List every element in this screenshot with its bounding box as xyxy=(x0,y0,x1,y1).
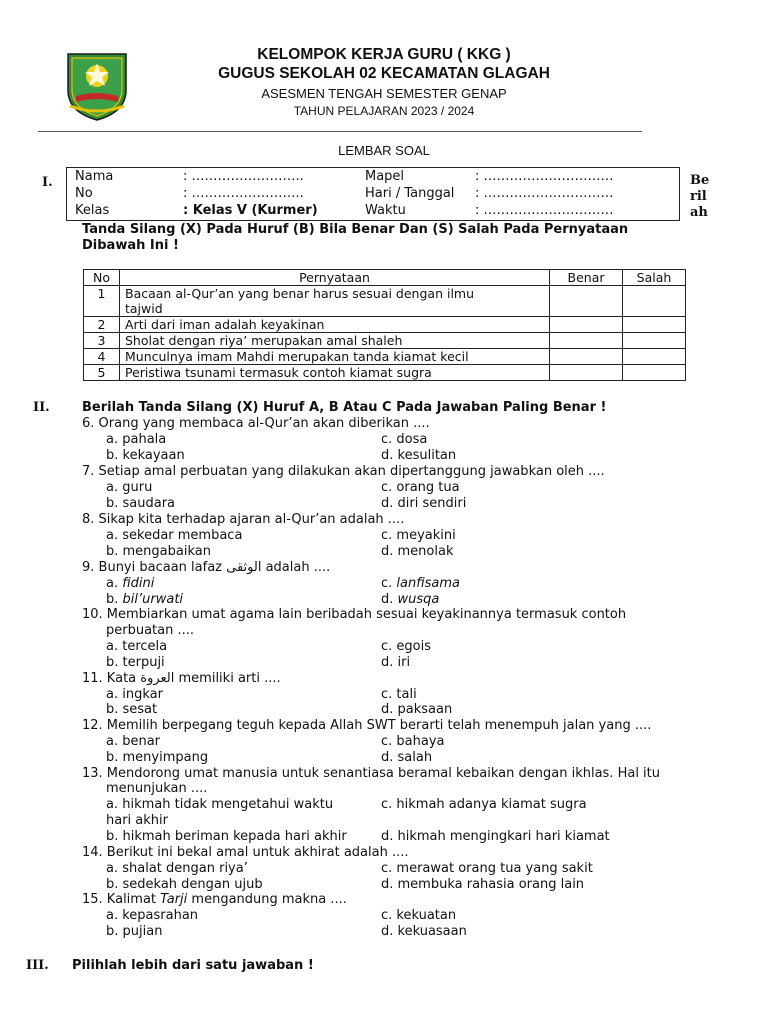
option-a[interactable]: a. sekedar membaca xyxy=(106,528,243,543)
option-a[interactable]: a. pahala xyxy=(106,432,167,447)
question-11 xyxy=(82,671,281,687)
header-line-4: TAHUN PELAJARAN 2023 / 2024 xyxy=(293,104,475,118)
row-statement: Arti dari iman adalah keyakinan xyxy=(120,317,550,333)
side-note-line: ah xyxy=(690,205,708,220)
option-a[interactable]: a. kepasrahan xyxy=(106,908,199,923)
benar-cell[interactable] xyxy=(550,286,623,317)
side-note-line: Be xyxy=(690,173,710,188)
school-emblem-logo xyxy=(62,50,132,122)
option-b[interactable]: b. kekayaan xyxy=(106,448,185,463)
option-b[interactable]: b. hikmah beriman kepada hari akhir xyxy=(106,829,347,844)
question-9 xyxy=(82,560,330,576)
option-text: fidini xyxy=(122,576,155,591)
option-c[interactable]: c. dosa xyxy=(381,432,428,447)
hari-tanggal-label: Hari / Tanggal xyxy=(365,186,455,201)
cut-off-side-note xyxy=(690,173,709,221)
side-note-line: ril xyxy=(690,189,707,204)
option-letter: a. xyxy=(106,576,123,591)
row-number: 3 xyxy=(84,333,120,349)
option-a[interactable]: a. hikmah tidak mengetahui waktu xyxy=(106,797,334,812)
italic-term: Tarji xyxy=(160,892,188,907)
option-a[interactable]: a. shalat dengan riya’ xyxy=(106,861,248,876)
option-c[interactable]: c. meyakini xyxy=(381,528,456,543)
kelas-label: Kelas xyxy=(75,203,110,218)
option-d[interactable]: d. membuka rahasia orang lain xyxy=(381,877,585,892)
row-number: 4 xyxy=(84,349,120,365)
arabic-word: الوثقى xyxy=(226,560,262,575)
question-15 xyxy=(82,892,347,908)
option-text: wusqa xyxy=(397,592,440,607)
option-b[interactable]: b. sedekah dengan ujub xyxy=(106,877,263,892)
option-a[interactable]: a. benar xyxy=(106,734,161,749)
row-statement xyxy=(120,286,550,317)
option-d[interactable]: d. salah xyxy=(381,750,433,765)
table-row xyxy=(84,349,686,365)
section-3-numeral: III. xyxy=(26,958,49,973)
no-value: : …………………….. xyxy=(183,186,304,201)
option-d[interactable]: d. hikmah mengingkari hari kiamat xyxy=(381,829,610,844)
header-line-1: KELOMPOK KERJA GURU ( KKG ) xyxy=(257,46,511,63)
row-number: 2 xyxy=(84,317,120,333)
question-10-continued: perbuatan .... xyxy=(106,623,195,638)
question-text: 9. Bunyi bacaan lafaz xyxy=(82,560,227,575)
option-b[interactable] xyxy=(106,592,183,608)
header-salah: Salah xyxy=(623,270,686,286)
option-a[interactable]: a. guru xyxy=(106,480,153,495)
row-number: 5 xyxy=(84,365,120,381)
section-2-numeral: II. xyxy=(33,400,50,415)
arabic-word: العروة xyxy=(140,671,175,686)
option-b[interactable]: b. pujian xyxy=(106,924,163,939)
question-text: mengandung makna .... xyxy=(187,892,347,907)
option-b[interactable]: b. terpuji xyxy=(106,655,165,670)
instruction-line: Tanda Silang (X) Pada Huruf (B) Bila Benar Dan (S) Salah Pada Pernyataan xyxy=(82,222,629,237)
question-6: 6. Orang yang membaca al-Qur’an akan diberikan .... xyxy=(82,416,430,431)
option-b[interactable]: b. sesat xyxy=(106,702,158,717)
option-c[interactable]: c. kekuatan xyxy=(381,908,457,923)
question-12: 12. Memilih berpegang teguh kepada Allah SWT berarti telah menempuh jalan yang .... xyxy=(82,718,652,733)
question-text: adalah .... xyxy=(261,560,331,575)
table-row xyxy=(84,333,686,349)
question-text: 15. Kalimat xyxy=(82,892,161,907)
option-text: lanfisama xyxy=(396,576,461,591)
header-divider xyxy=(38,131,642,132)
question-8: 8. Sikap kita terhadap ajaran al-Qur’an adalah .... xyxy=(82,512,405,527)
hari-tanggal-value: : ………………………… xyxy=(475,186,614,201)
header-line-2: GUGUS SEKOLAH 02 KECAMATAN GLAGAH xyxy=(218,65,550,82)
option-a-continued[interactable]: hari akhir xyxy=(106,813,168,828)
option-d[interactable]: d. iri xyxy=(381,655,411,670)
benar-cell[interactable] xyxy=(550,333,623,349)
salah-cell[interactable] xyxy=(623,349,686,365)
question-10: 10. Membiarkan umat agama lain beribadah sesuai keyakinannya termasuk contoh xyxy=(82,607,627,622)
mapel-label: Mapel xyxy=(365,169,405,184)
question-text: 11. Kata xyxy=(82,671,141,686)
option-text: bil’urwati xyxy=(122,592,184,607)
option-d[interactable]: d. paksaan xyxy=(381,702,453,717)
option-d[interactable]: d. menolak xyxy=(381,544,454,559)
row-statement: Sholat dengan riya’ merupakan amal shaleh xyxy=(120,333,550,349)
document-title: LEMBAR SOAL xyxy=(338,143,430,158)
option-c[interactable]: c. egois xyxy=(381,639,432,654)
option-c[interactable]: c. tali xyxy=(381,687,417,702)
option-a[interactable]: a. tercela xyxy=(106,639,168,654)
waktu-value: : ………………………… xyxy=(475,203,614,218)
row-statement: Peristiwa tsunami termasuk contoh kiamat sugra xyxy=(120,365,550,381)
option-c[interactable]: c. hikmah adanya kiamat sugra xyxy=(381,797,587,812)
option-c[interactable]: c. merawat orang tua yang sakit xyxy=(381,861,593,876)
table-row xyxy=(84,286,686,317)
option-c[interactable]: c. orang tua xyxy=(381,480,460,495)
section-1-numeral: I. xyxy=(42,175,53,190)
table-header-row xyxy=(84,270,686,286)
section-1-instruction xyxy=(82,222,628,254)
benar-cell[interactable] xyxy=(550,349,623,365)
row-number: 1 xyxy=(84,286,120,317)
option-letter: b. xyxy=(106,592,123,607)
header-pernyataan: Pernyataan xyxy=(120,270,550,286)
option-d[interactable] xyxy=(381,592,439,608)
student-identity-box xyxy=(66,167,680,221)
statement-line: Bacaan al-Qur’an yang benar harus sesuai dengan ilmu xyxy=(125,286,475,301)
table-row xyxy=(84,365,686,381)
option-letter: d. xyxy=(381,592,398,607)
option-d[interactable]: d. kekuasaan xyxy=(381,924,467,939)
waktu-label: Waktu xyxy=(365,203,406,218)
question-13: 13. Mendorong umat manusia untuk senantiasa beramal kebaikan dengan ikhlas. Hal itu xyxy=(82,766,661,781)
benar-cell[interactable] xyxy=(550,365,623,381)
option-b[interactable]: b. menyimpang xyxy=(106,750,209,765)
salah-cell[interactable] xyxy=(623,365,686,381)
option-d[interactable]: d. diri sendiri xyxy=(381,496,467,511)
kelas-value: : Kelas V (Kurmer) xyxy=(183,203,318,218)
question-7: 7. Setiap amal perbuatan yang dilakukan akan dipertanggung jawabkan oleh .... xyxy=(82,464,605,479)
table-row xyxy=(84,317,686,333)
question-14: 14. Berikut ini bekal amal untuk akhirat adalah .... xyxy=(82,845,409,860)
option-b[interactable]: b. mengabaikan xyxy=(106,544,211,559)
benar-cell[interactable] xyxy=(550,317,623,333)
section-2-instruction: Berilah Tanda Silang (X) Huruf A, B Atau C Pada Jawaban Paling Benar ! xyxy=(82,400,607,415)
row-statement: Munculnya imam Mahdi merupakan tanda kiamat kecil xyxy=(120,349,550,365)
statement-line: tajwid xyxy=(125,301,163,316)
salah-cell[interactable] xyxy=(623,317,686,333)
option-c[interactable]: c. bahaya xyxy=(381,734,445,749)
option-c[interactable] xyxy=(381,576,460,592)
option-a[interactable] xyxy=(106,576,154,592)
salah-cell[interactable] xyxy=(623,286,686,317)
option-a[interactable]: a. ingkar xyxy=(106,687,163,702)
mapel-value: : ………………………… xyxy=(475,169,614,184)
no-label: No xyxy=(75,186,93,201)
true-false-table xyxy=(83,269,686,381)
section-3-instruction: Pilihlah lebih dari satu jawaban ! xyxy=(72,958,314,973)
option-b[interactable]: b. saudara xyxy=(106,496,176,511)
nama-value: : …………………….. xyxy=(183,169,304,184)
instruction-line: Dibawah Ini ! xyxy=(82,238,179,253)
salah-cell[interactable] xyxy=(623,333,686,349)
header-no: No xyxy=(84,270,120,286)
question-text: memiliki arti .... xyxy=(174,671,281,686)
header-benar: Benar xyxy=(550,270,623,286)
nama-label: Nama xyxy=(75,169,114,184)
header-line-3: ASESMEN TENGAH SEMESTER GENAP xyxy=(261,86,507,101)
option-d[interactable]: d. kesulitan xyxy=(381,448,457,463)
question-13-continued: menunjukan .... xyxy=(106,781,208,796)
option-letter: c. xyxy=(381,576,397,591)
